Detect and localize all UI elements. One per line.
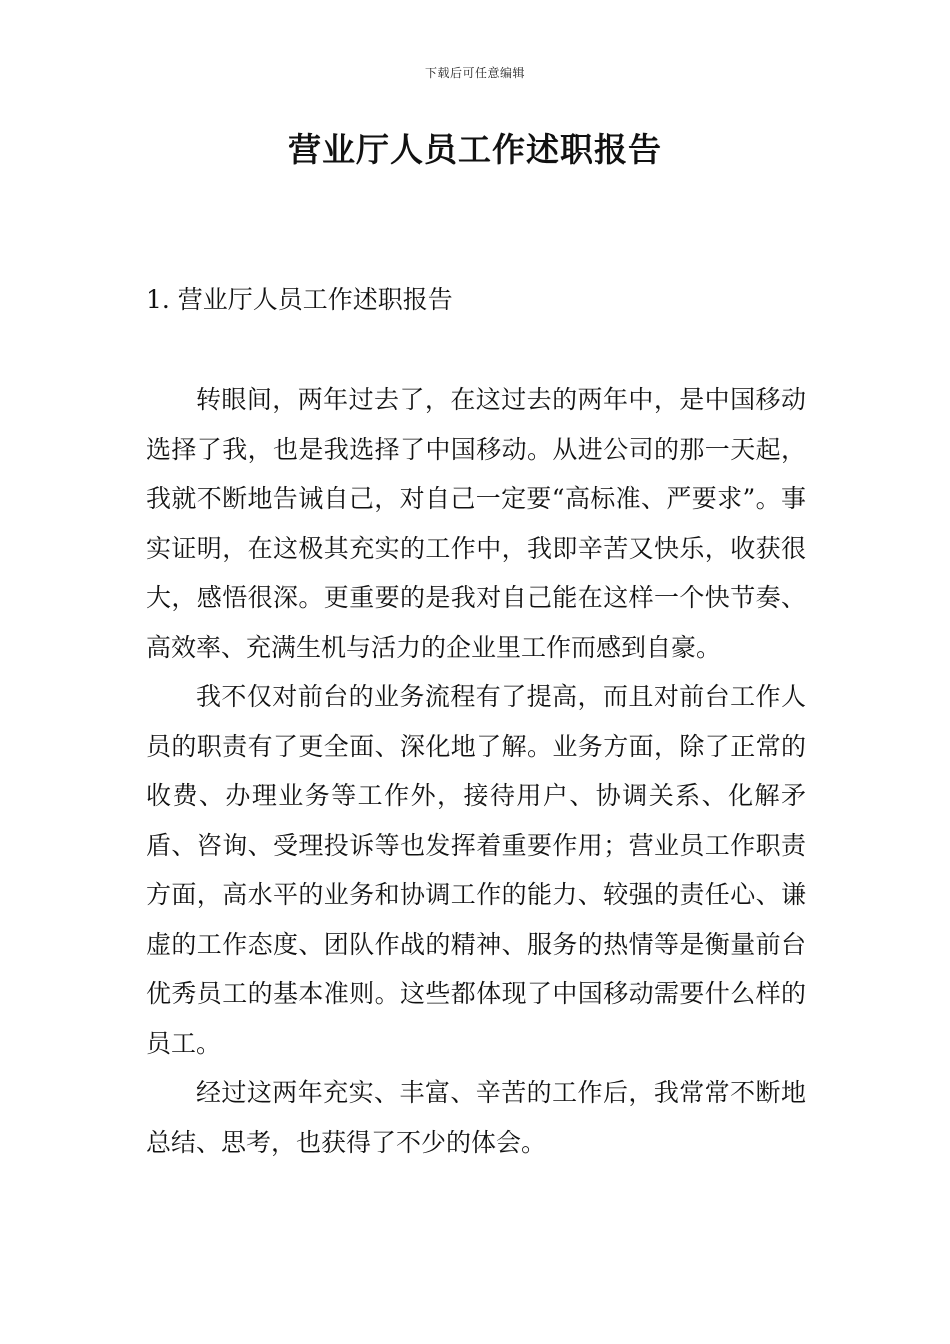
document-title: 营业厅人员工作述职报告	[288, 130, 662, 169]
paragraph-2: 我不仅对前台的业务流程有了提高，而且对前台工作人员的职责有了更全面、深化地了解。业务方面，除了正常的收费、办理业务等工作外，接待用户、协调关系、化解矛盾、咨询、受理投诉等也发挥着重要作用；营业员工作职责方面，高水平的业务和协调工作的能力、较强的责任心、谦虚的工作态度、团队作战的精神、服务的热情等是衡量前台优秀员工的基本准则。这些都体现了中国移动需要什么样的员工。	[146, 682, 806, 1058]
body-text	[146, 375, 806, 1167]
header-note: 下载后可任意编辑	[424, 66, 525, 80]
section-heading: 1. 营业厅人员工作述职报告	[146, 285, 453, 314]
paragraph-3: 经过这两年充实、丰富、辛苦的工作后，我常常不断地总结、思考，也获得了不少的体会。	[146, 1078, 806, 1157]
paragraph-1: 转眼间，两年过去了，在这过去的两年中，是中国移动选择了我，也是我选择了中国移动。从进公司的那一天起，我就不断地告诫自己，对自己一定要“高标准、严要求”。事实证明，在这极其充实的工作中，我即辛苦又快乐，收获很大，感悟很深。更重要的是我对自己能在这样一个快节奏、高效率、充满生机与活力的企业里工作而感到自豪。	[146, 385, 806, 662]
